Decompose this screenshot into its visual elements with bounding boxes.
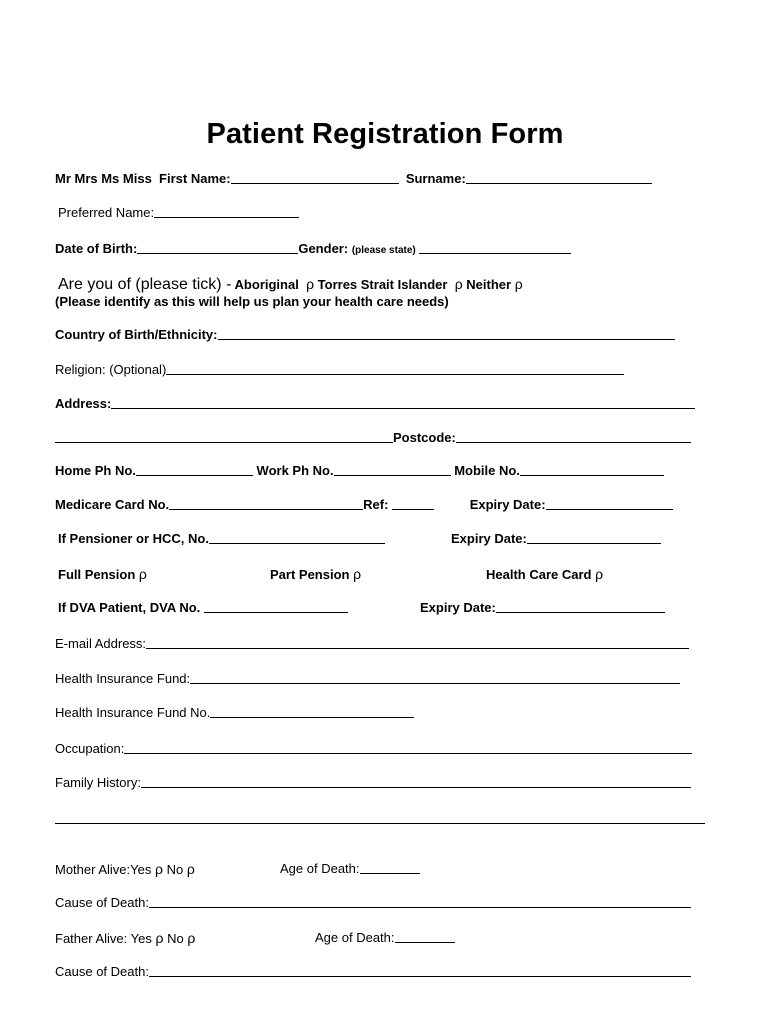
full-pension-option [58,566,147,583]
postcode-label: Postcode: [393,430,456,445]
work-ph-label: Work Ph No. [256,463,334,478]
first-name-label: First Name: [159,171,231,186]
mobile-label: Mobile No. [454,463,520,478]
first-name-field[interactable] [231,171,399,184]
dob-label: Date of Birth: [55,241,138,256]
father-alive-label: Father Alive: Yes [55,931,152,946]
mother-cause-row [55,895,691,911]
father-age-field[interactable] [395,930,455,943]
health-card-option [486,566,603,583]
full-pension-checkbox[interactable]: ρ [138,566,147,582]
pensioner-expiry-label: Expiry Date: [451,531,527,546]
pensioner-expiry-row [451,531,661,547]
gender-hint: (please state) [351,245,416,256]
part-pension-option [270,566,361,583]
mobile-field[interactable] [520,463,664,476]
father-age-label: Age of Death: [315,930,395,945]
address-line2-field[interactable] [55,430,393,443]
family-history-field[interactable] [141,775,691,788]
occupation-label: Occupation: [55,741,125,756]
preferred-name-field[interactable] [154,205,299,218]
ref-label: Ref: [363,497,389,512]
mother-cause-field[interactable] [149,895,691,908]
country-row [55,327,675,343]
email-field[interactable] [146,636,689,649]
part-pension-label: Part Pension [270,567,350,582]
fund-no-row [55,705,414,721]
address-label: Address: [55,396,112,411]
dva-expiry-row [420,600,665,616]
country-field[interactable] [218,327,675,340]
email-label: E-mail Address: [55,636,147,651]
titles-label: Mr Mrs Ms Miss [55,171,152,186]
neither-checkbox[interactable]: ρ [514,276,523,292]
aboriginal-checkbox[interactable]: ρ [306,276,315,292]
pensioner-row [58,531,385,547]
home-ph-field[interactable] [136,463,253,476]
mother-age-row [280,861,420,877]
family-history-label: Family History: [55,775,141,790]
ref-field[interactable] [392,497,434,510]
occupation-field[interactable] [124,741,692,754]
fund-field[interactable] [190,671,680,684]
postcode-field[interactable] [456,430,691,443]
medicare-expiry-field[interactable] [546,497,673,510]
dob-gender-row [55,241,571,259]
address-field[interactable] [111,396,695,409]
surname-label: Surname: [405,171,466,186]
pensioner-label: If Pensioner or HCC, No. [58,531,209,546]
family-history-line2[interactable] [55,823,705,824]
gender-field[interactable] [419,241,571,254]
home-ph-label: Home Ph No. [55,463,136,478]
religion-label: Religion: (Optional) [55,362,167,377]
fund-no-field[interactable] [210,705,414,718]
full-pension-label: Full Pension [58,567,136,582]
mother-alive-row [55,861,195,878]
are-you-label: Are you of (please tick) - [58,276,232,293]
preferred-name-row [58,205,299,221]
mother-no-checkbox[interactable]: ρ [186,861,195,877]
preferred-name-label: Preferred Name: [58,205,155,220]
religion-field[interactable] [166,362,624,375]
father-cause-label: Cause of Death: [55,964,149,979]
father-alive-row [55,930,195,947]
dva-field[interactable] [204,600,348,613]
pensioner-expiry-field[interactable] [527,531,661,544]
father-no-label: No [167,931,184,946]
mother-yes-checkbox[interactable]: ρ [154,861,163,877]
dva-label: If DVA Patient, DVA No. [58,600,201,615]
fund-no-label: Health Insurance Fund No. [55,705,211,720]
mother-cause-label: Cause of Death: [55,895,149,910]
email-row [55,636,689,652]
origin-row [58,275,523,294]
neither-label: Neither [466,277,512,292]
mother-alive-label: Mother Alive:Yes [55,862,152,877]
dva-expiry-label: Expiry Date: [420,600,496,615]
dva-expiry-field[interactable] [496,600,665,613]
page-title: Patient Registration Form [206,118,564,150]
mother-age-label: Age of Death: [280,861,360,876]
father-age-row [315,930,455,946]
occupation-row [55,741,692,757]
address-row [55,396,695,412]
medicare-field[interactable] [169,497,363,510]
health-card-checkbox[interactable]: ρ [595,566,604,582]
fund-label: Health Insurance Fund: [55,671,191,686]
torres-label: Torres Strait Islander [317,277,448,292]
surname-field[interactable] [466,171,652,184]
health-card-label: Health Care Card [486,567,592,582]
name-row [55,171,652,187]
medicare-row [55,497,673,513]
phone-row [55,463,664,479]
work-ph-field[interactable] [334,463,451,476]
father-cause-row [55,964,691,980]
religion-row [55,362,624,378]
pensioner-field[interactable] [209,531,385,544]
mother-no-label: No [166,862,184,877]
medicare-expiry-label: Expiry Date: [469,497,546,512]
country-label: Country of Birth/Ethnicity: [55,327,218,342]
torres-checkbox[interactable]: ρ [454,276,463,292]
dob-field[interactable] [137,241,298,254]
father-cause-field[interactable] [149,964,691,977]
father-no-checkbox[interactable]: ρ [187,930,196,946]
mother-age-field[interactable] [360,861,420,874]
medicare-label: Medicare Card No. [55,497,170,512]
dva-row [58,600,348,616]
family-history-row [55,775,691,791]
identify-note: (Please identify as this will help us plan your health care needs) [55,294,449,309]
postcode-row [55,430,691,446]
gender-label: Gender: [298,241,349,256]
aboriginal-label: Aboriginal [234,277,299,292]
father-yes-checkbox[interactable]: ρ [155,930,164,946]
fund-row [55,671,680,687]
part-pension-checkbox[interactable]: ρ [353,566,362,582]
